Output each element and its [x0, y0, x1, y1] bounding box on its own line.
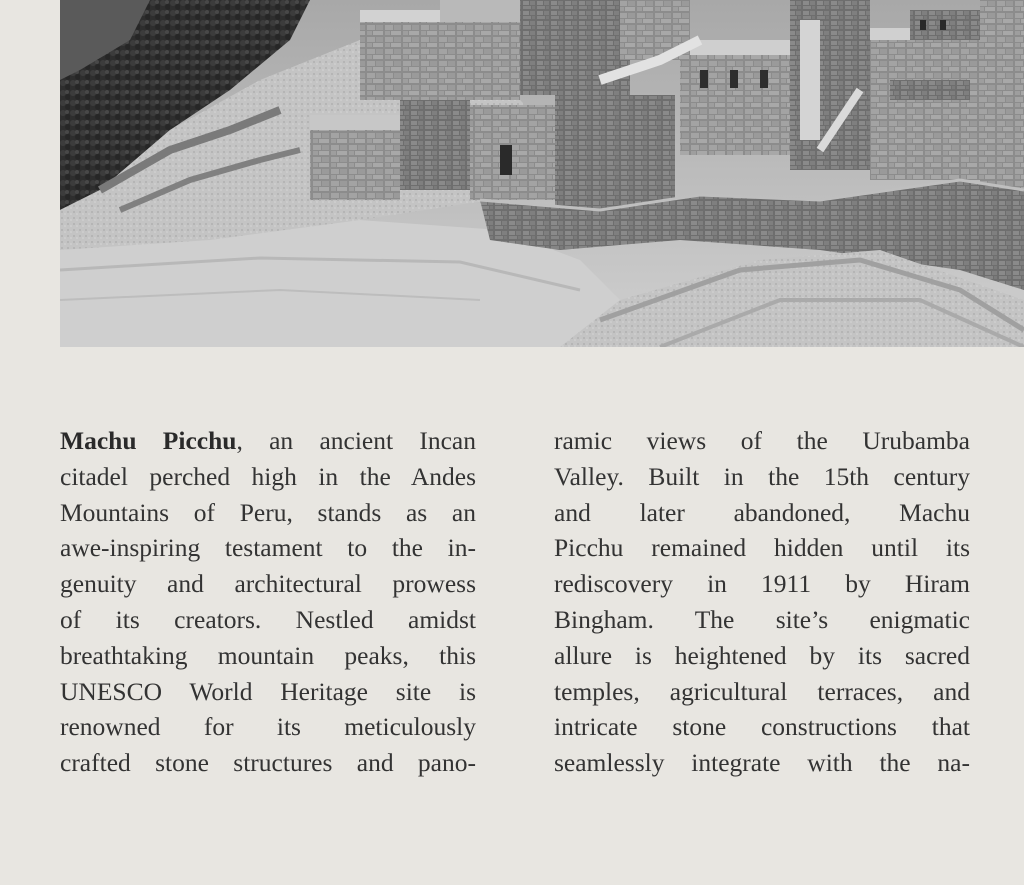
lead-term: Machu Picchu [60, 426, 237, 455]
text-line: citadel perched high in the Andes [60, 461, 476, 491]
text-line: Mountains of Peru, stands as an [60, 497, 476, 527]
text-line: seamlessly integrate with the na- [554, 748, 970, 778]
text-line: Bingham. The site’s enigmatic [554, 604, 970, 634]
text-line: Picchu remained hidden until its [554, 533, 970, 563]
text-line: renowned for its meticulously [60, 712, 476, 742]
article-column-right [554, 423, 970, 781]
text-line: crafted stone structures and pano- [60, 748, 476, 778]
text-line: awe-inspiring testament to the in- [60, 533, 476, 563]
text-line: and later abandoned, Machu [554, 497, 970, 527]
text-line: allure is heightened by its sacred [554, 640, 970, 670]
text-line: Valley. Built in the 15th century [554, 461, 970, 491]
text-line: intricate stone constructions that [554, 712, 970, 742]
text-line: genuity and architectural prowess [60, 569, 476, 599]
text-line: breathtaking mountain peaks, this [60, 640, 476, 670]
text-fragment: , an ancient Incan [236, 426, 476, 455]
article-column-left [60, 423, 476, 781]
text-line [60, 423, 476, 459]
text-line: UNESCO World Heritage site is [60, 676, 476, 706]
text-line: of its creators. Nestled amidst [60, 604, 476, 634]
machu-picchu-photo [60, 0, 1024, 347]
text-line: temples, agricultural terraces, and [554, 676, 970, 706]
text-line: ramic views of the Urubamba [554, 426, 970, 455]
text-line: rediscovery in 1911 by Hiram [554, 569, 970, 599]
